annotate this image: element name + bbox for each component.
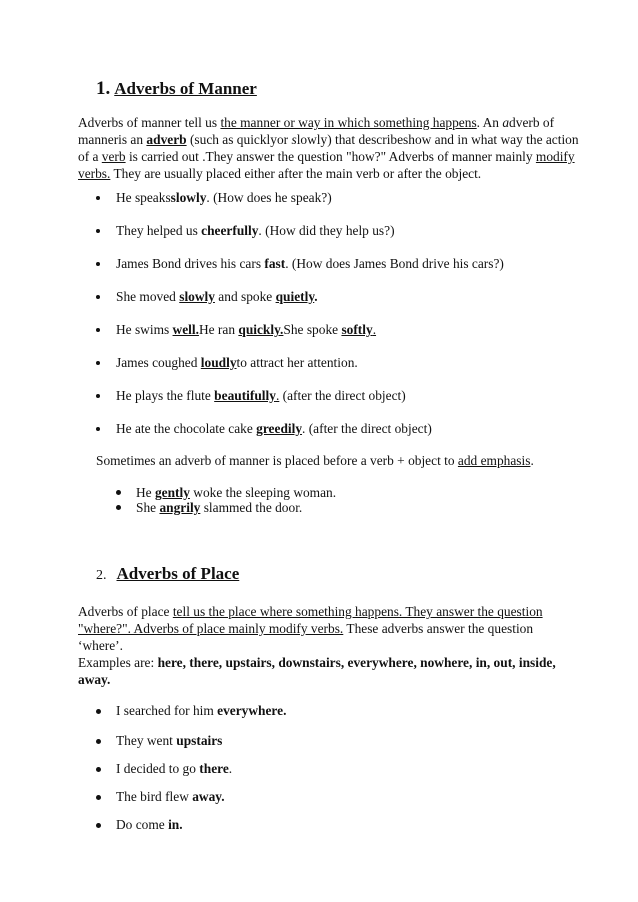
text: Adverbs of manner tell us: [78, 115, 221, 130]
section2-intro-line1: [78, 603, 543, 620]
text: Sometimes an adverb of manner is placed before a verb + object to: [96, 453, 458, 468]
text: The bird flew: [116, 789, 193, 804]
list-item: [116, 732, 222, 749]
section2-intro-line3: [78, 637, 123, 654]
text: They are usually placed either after the main verb or after the object.: [110, 166, 482, 181]
underlined-text: modify: [535, 149, 575, 164]
underlined-text: tell us the place where something happens. They answer the question: [172, 604, 543, 619]
bold-underlined-text: adverb: [146, 132, 187, 147]
section2-number: 2.: [96, 568, 107, 583]
text: woke the sleeping woman.: [189, 485, 337, 500]
text: of a: [78, 149, 102, 164]
section1-number: 1.: [96, 78, 111, 99]
text: I decided to go: [116, 761, 200, 776]
bullet-dot: [96, 709, 101, 714]
bold-underlined-text: quietly: [275, 289, 315, 304]
text: He plays the flute: [116, 388, 215, 403]
bold-underlined-text: angrily: [159, 500, 201, 515]
underlined-text: verb: [101, 149, 126, 164]
bold-text: slowly: [170, 190, 207, 205]
underlined-text: the manner or way in which something happens: [220, 115, 477, 130]
text: .: [530, 453, 534, 468]
text: . (How did they help us?): [258, 223, 395, 238]
bold-text: fast: [264, 256, 286, 271]
text: .: [228, 761, 233, 776]
text: (after the direct object): [279, 388, 406, 403]
underlined-text: "where?". Adverbs of place mainly modify verbs.: [78, 621, 344, 636]
text: She moved: [116, 289, 180, 304]
bullet-dot: [96, 361, 100, 365]
text: . (How does he speak?): [206, 190, 332, 205]
bold-text: away.: [192, 789, 225, 804]
list-item: [116, 255, 504, 272]
italic-text: s: [291, 132, 297, 147]
text: He ate the chocolate cake: [116, 421, 257, 436]
text: They went: [116, 733, 177, 748]
bold-underlined-text: slowly: [179, 289, 215, 304]
section1-heading: [96, 78, 257, 100]
section1-intro-line2: [78, 131, 579, 148]
section1-intro-line3: [78, 148, 575, 165]
text: She spoke: [283, 322, 342, 337]
section2-heading: [96, 564, 239, 584]
bold-underlined-text: quickly.: [238, 322, 284, 337]
underlined-text: add emphasis: [457, 453, 531, 468]
text: . (after the direct object): [302, 421, 432, 436]
bold-underlined-text: softly: [341, 322, 373, 337]
text: Adverbs of place: [78, 604, 173, 619]
list-item: [136, 499, 302, 516]
bold-text: .: [314, 289, 318, 304]
list-item: [116, 354, 358, 371]
bold-text: upstairs: [176, 733, 223, 748]
text: (such as quicklyor: [186, 132, 292, 147]
section1-title: Adverbs of Manner: [114, 79, 257, 98]
text: manneris an: [78, 132, 147, 147]
text: Examples are:: [78, 655, 158, 670]
text: They helped us: [116, 223, 202, 238]
list-item: [116, 288, 318, 305]
bullet-dot: [96, 394, 100, 398]
list-item: [116, 788, 225, 805]
bold-underlined-text: gently: [154, 485, 190, 500]
underlined-text: .: [275, 388, 280, 403]
bold-text: everywhere.: [217, 703, 287, 718]
text: lowly) that describeshow and in what way the action: [296, 132, 579, 147]
list-item: [116, 702, 286, 719]
text: I searched for him: [116, 703, 218, 718]
bullet-dot: [96, 823, 101, 828]
bold-underlined-text: beautifully: [214, 388, 276, 403]
bullet-dot: [96, 229, 100, 233]
list-item: [116, 189, 332, 206]
section2-title: Adverbs of Place: [116, 564, 240, 583]
bullet-dot: [96, 739, 101, 744]
text: slammed the door.: [200, 500, 303, 515]
list-item: [116, 387, 406, 404]
text: ‘where’.: [78, 638, 123, 653]
text: dverb of: [509, 115, 555, 130]
text: He: [136, 485, 155, 500]
bold-underlined-text: loudly: [200, 355, 237, 370]
bullet-dot: [96, 196, 100, 200]
bullet-dot: [96, 328, 100, 332]
bold-text: cheerfully: [201, 223, 259, 238]
underlined-text: verbs.: [78, 166, 111, 181]
bold-text: here, there, upstairs, downstairs, everywhere, nowhere, in, out, inside,: [157, 655, 556, 670]
text: She: [136, 500, 160, 515]
text: These adverbs answer the question: [343, 621, 534, 636]
emphasis-sentence: [96, 452, 534, 469]
section1-intro-line1: [78, 114, 554, 131]
text: is carried out .They answer the question "how?" Adverbs of manner mainly: [125, 149, 536, 164]
italic-text: a: [502, 115, 510, 130]
bullet-dot: [96, 427, 100, 431]
section2-examples-line1: [78, 654, 556, 671]
section1-intro-line4: [78, 165, 481, 182]
bullet-dot: [116, 505, 121, 510]
text: . An: [476, 115, 503, 130]
bullet-dot: [96, 295, 100, 299]
list-item: [116, 222, 395, 239]
bullet-dot: [96, 795, 101, 800]
list-item: [116, 321, 376, 338]
bullet-dot: [96, 767, 101, 772]
list-item: [116, 420, 432, 437]
bold-text: away.: [78, 672, 111, 687]
text: . (How does James Bond drive his cars?): [285, 256, 504, 271]
text: James coughed: [116, 355, 201, 370]
bold-underlined-text: well.: [172, 322, 199, 337]
underlined-text: .: [372, 322, 377, 337]
bold-underlined-text: greedily: [256, 421, 303, 436]
list-item: [116, 760, 232, 777]
section2-examples-line2: [78, 671, 110, 688]
text: He swims: [116, 322, 173, 337]
text: James Bond drives his cars: [116, 256, 265, 271]
bold-text: in.: [168, 817, 183, 832]
bullet-dot: [116, 490, 121, 495]
text: Do come: [116, 817, 169, 832]
bullet-dot: [96, 262, 100, 266]
text: and spoke: [214, 289, 276, 304]
list-item: [116, 816, 183, 833]
text: He ran: [198, 322, 239, 337]
text: He speaks: [116, 190, 171, 205]
section2-intro-line2: [78, 620, 533, 637]
bold-text: there: [199, 761, 229, 776]
text: to attract her attention.: [236, 355, 358, 370]
